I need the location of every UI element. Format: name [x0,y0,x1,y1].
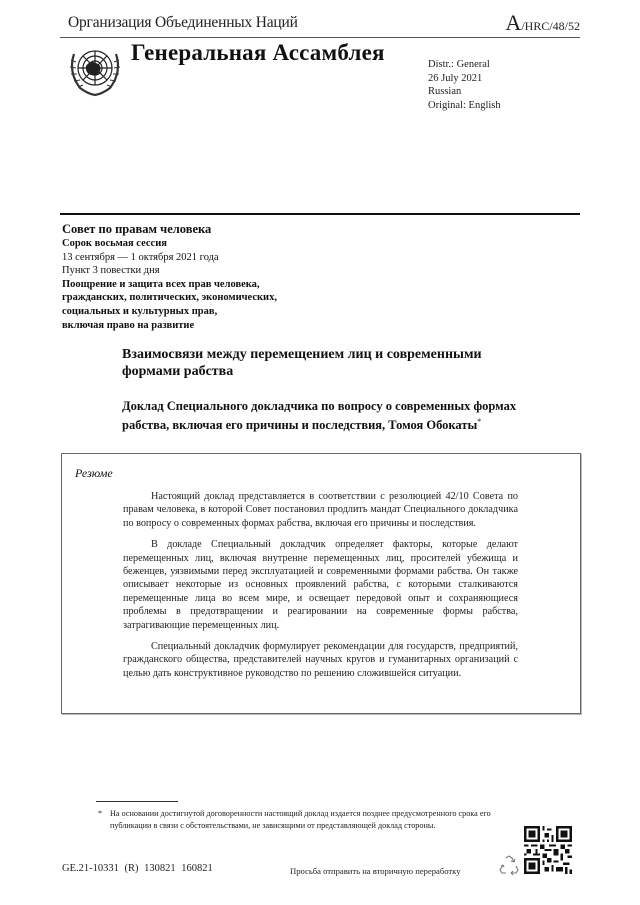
distribution-language: Russian [428,86,462,97]
document-subtitle [122,398,522,433]
document-code: GE.21-10331 (R) 130821 160821 [62,863,213,874]
summary-paragraph: Специальный докладчик формулирует рекомендации для государств, предприятий, гражданского общества, представителей научных кругов и гуманитарных организаций с целью дать конструктивное руководство по решению сложившейся ситуации. [123,641,518,679]
agenda-item: Пункт 3 повестки дня [62,265,160,277]
distribution-info [428,58,501,112]
agenda-title-line: Поощрение и защита всех прав человека, [62,278,260,290]
body-name: Генеральная Ассамблея [131,40,385,65]
un-emblem-icon [66,42,124,98]
distribution-date: 26 July 2021 [428,72,483,84]
document-title: Взаимосвязи между перемещением лиц и современными формами рабства [122,347,482,379]
session-dates: 13 сентября — 1 октября 2021 года [62,251,219,263]
footnote-mark: * [98,809,103,818]
qr-code-icon[interactable] [524,826,572,874]
agenda-title-line: социальных и культурных прав, [62,305,218,317]
agenda-title-line: гражданских, политических, экономических, [62,292,277,304]
organization-name: Организация Объединенных Наций [68,14,298,31]
summary-paragraph: Настоящий доклад представляется в соответствии с резолюцией 42/10 Совета по правам человека, в которой Совет постановил продлить мандат Специального докладчика по вопросу о современных формах рабства, включая его причины и последствия. [123,491,518,529]
symbol-prefix: A [505,10,522,35]
symbol-rest: /HRC/48/52 [521,19,580,33]
distribution-original: Original: English [428,99,501,111]
header-rule [60,37,580,38]
footnote-reference[interactable]: * [477,417,482,426]
footnote [98,808,500,833]
council-name: Совет по правам человека [62,222,212,236]
footnote-rule [96,801,178,802]
footnote-text: На основании достигнутой договоренности настоящий доклад издается позднее предусмотренного срока его публикации в связи с обстоятельствами, не зависящими от представляющей доклад стороны. [110,809,491,831]
recycle-text: Просьба отправить на вторичную переработку [290,866,461,876]
subtitle-text: Доклад Специального докладчика по вопросу о современных формах рабства, включая его причины и последствия, Томоя Обокаты [122,399,517,433]
document-symbol [505,10,580,36]
summary-body [123,490,518,688]
summary-heading: Резюме [75,466,113,480]
meeting-info [62,222,277,332]
recycle-icon [498,854,520,876]
distribution-line: Distr.: General [428,59,490,70]
session-name: Сорок восьмая сессия [62,238,167,249]
agenda-title-line: включая право на развитие [62,319,195,331]
section-rule [60,213,580,215]
summary-paragraph: В докладе Специальный докладчик определяет факторы, которые делают перемещенных лиц, включая внутренне перемещенных лиц, просителей убежища и беженцев, уязвимыми перед эксплуатацией и современными формами рабства. Он также описывает некоторые из основных проявлений рабства, с которыми сталкиваются перемещенные лица во всем мире, и освещает передовой опыт и сохраняющиеся проблемы в предотвращении и реагировании на современные формы рабства, затрагивающие перемещенных лиц. [123,539,518,631]
